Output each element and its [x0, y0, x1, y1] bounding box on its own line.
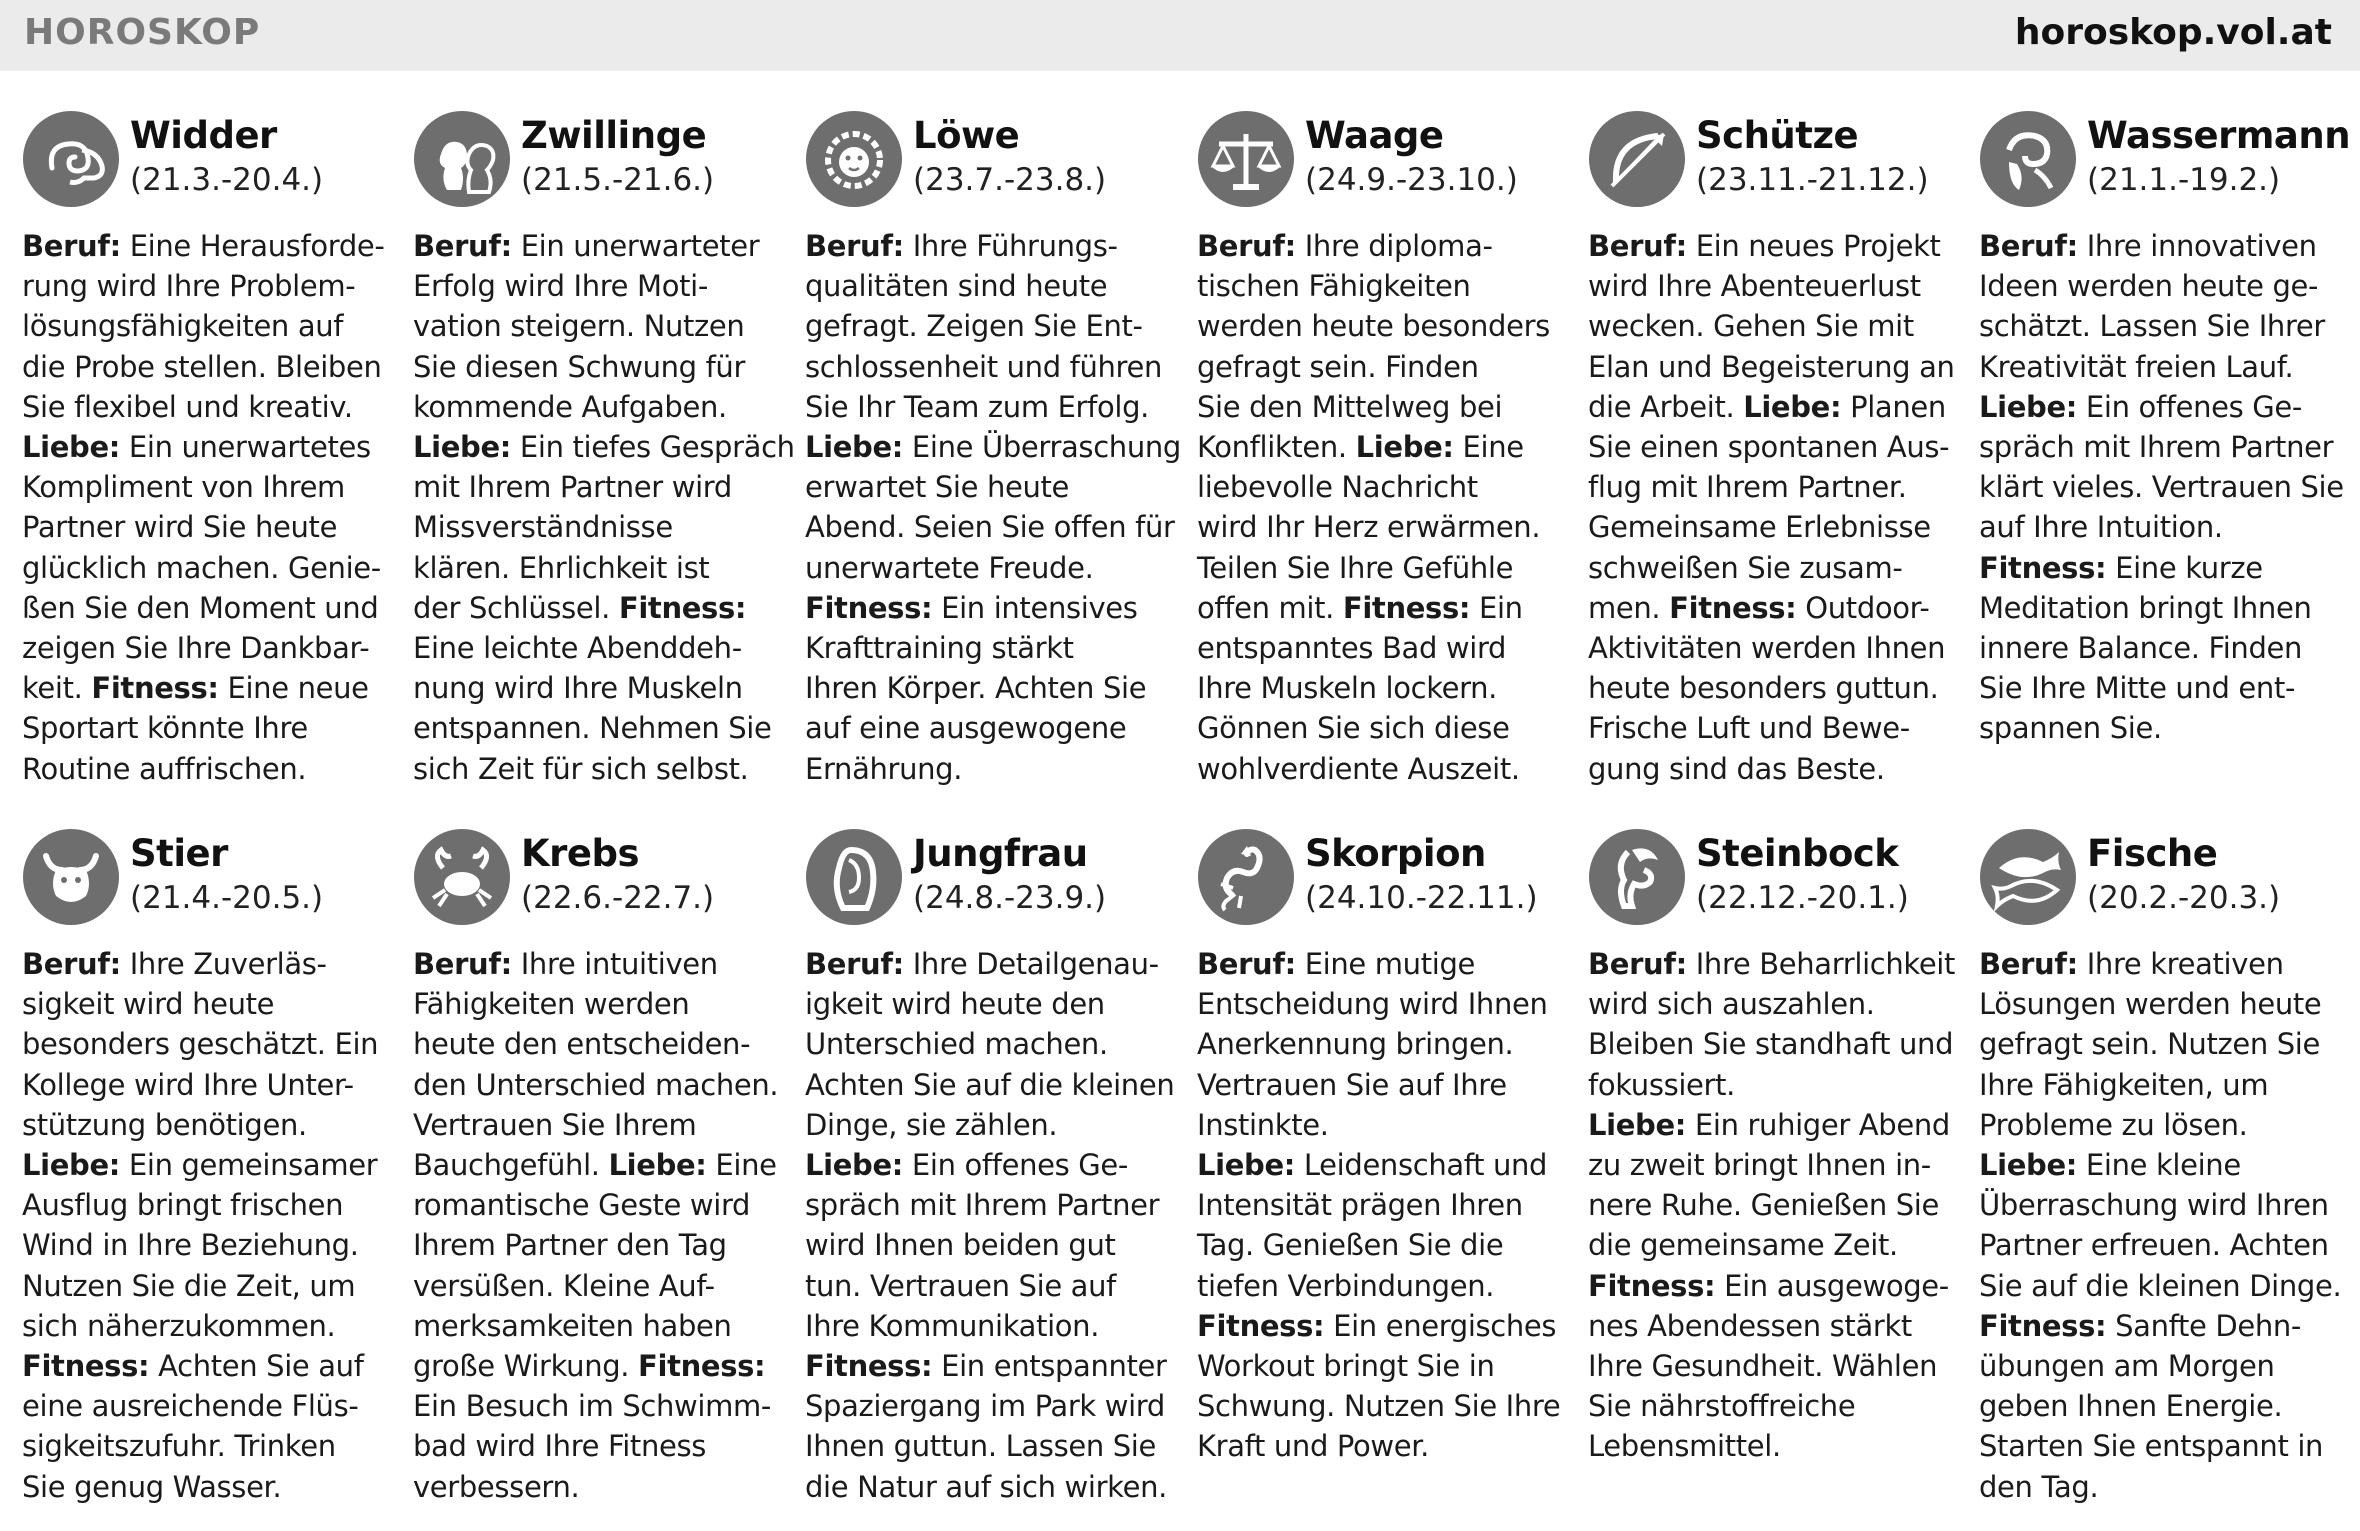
text-line: spräch mit Ihrem Partner	[805, 1188, 1160, 1223]
text-line: Eine leichte Abenddeh-	[413, 631, 742, 666]
text-line: Liebe: Eine Überraschung	[805, 430, 1181, 465]
category-label: Beruf:	[22, 229, 121, 263]
text-line: Partner wird Sie heute	[22, 510, 338, 545]
text-line: Dinge, sie zählen.	[805, 1107, 1058, 1142]
text-line: Nutzen Sie die Zeit, um	[22, 1268, 356, 1303]
text-line: Beruf: Ihre intuitiven	[413, 947, 718, 981]
text-line: nung wird Ihre Muskeln	[413, 671, 743, 706]
text-line: Bauchgefühl. Liebe: Eine	[413, 1148, 777, 1183]
sign-text	[22, 944, 392, 1507]
text-line: Teilen Sie Ihre Gefühle	[1197, 550, 1514, 585]
twins-icon	[413, 110, 511, 208]
text-line: tischen Fähigkeiten	[1197, 269, 1471, 304]
fish-icon	[1979, 828, 2077, 926]
text-line: wohlverdiente Auszeit.	[1197, 751, 1520, 786]
sign-dates: (21.3.-20.4.)	[130, 162, 324, 198]
text-line: Liebe: Leidenschaft und	[1197, 1148, 1548, 1183]
sign-dates: (22.6.-22.7.)	[521, 880, 715, 916]
text-line: Routine auffrischen.	[22, 751, 307, 786]
text-line: Elan und Begeisterung an	[1588, 349, 1955, 384]
text-line: Sie auf die kleinen Dinge.	[1979, 1268, 2342, 1303]
text-line: Sie Ihr Team zum Erfolg.	[805, 389, 1150, 424]
category-label: Fitness:	[618, 590, 747, 625]
capricorn-icon	[1588, 828, 1686, 926]
sign-dates: (21.1.-19.2.)	[2087, 162, 2281, 198]
text-line: Fitness: Ein ausgewoge-	[1588, 1268, 1949, 1303]
sign-dates: (23.7.-23.8.)	[913, 162, 1107, 198]
text-line: gefragt sein. Finden	[1197, 349, 1479, 384]
text-line: übungen am Morgen	[1979, 1349, 2275, 1384]
sign-dates: (22.12.-20.1.)	[1696, 880, 1909, 916]
text-line: Intensität prägen Ihren	[1197, 1188, 1523, 1223]
text-line: Überraschung wird Ihren	[1979, 1188, 2329, 1223]
ram-icon	[22, 110, 120, 208]
text-line: zeigen Sie Ihre Dankbar-	[22, 631, 370, 666]
text-line: zu zweit bringt Ihnen in-	[1588, 1148, 1931, 1183]
text-line: igkeit wird heute den	[805, 987, 1105, 1022]
text-line: unerwartete Freude.	[805, 550, 1094, 585]
bull-icon	[22, 828, 120, 926]
category-label: Liebe:	[1979, 389, 2078, 424]
text-line: eine ausreichende Flüs-	[22, 1389, 359, 1424]
category-label: Beruf:	[1979, 947, 2078, 981]
category-label: Fitness:	[1979, 550, 2107, 585]
sign-name: Waage	[1305, 114, 1444, 157]
text-line: ßen Sie den Moment und	[22, 590, 379, 625]
text-line: Abend. Seien Sie offen für	[805, 510, 1175, 545]
category-label: Beruf:	[805, 229, 904, 263]
text-line: Liebe: Ein tiefes Gespräch	[413, 430, 795, 465]
text-line: Fitness: Ein entspannter	[805, 1349, 1167, 1384]
text-line: Ideen werden heute ge-	[1979, 269, 2319, 304]
text-line: werden heute besonders	[1197, 309, 1550, 344]
sign-text	[1197, 944, 1567, 1467]
text-line: Ihre Fähigkeiten, um	[1979, 1067, 2269, 1102]
text-line: Starten Sie entspannt in	[1979, 1429, 2324, 1464]
header-bar	[0, 0, 2360, 71]
category-label: Liebe:	[1355, 430, 1454, 465]
category-label: Liebe:	[1743, 389, 1842, 424]
text-line: liebevolle Nachricht	[1197, 470, 1478, 505]
sign-name: Schütze	[1696, 114, 1859, 157]
category-label: Liebe:	[1197, 1148, 1296, 1183]
sign-loewe	[805, 110, 1181, 810]
text-line: Fähigkeiten werden	[413, 987, 690, 1022]
sign-text	[1979, 944, 2349, 1507]
text-line: merksamkeiten haben	[413, 1308, 732, 1343]
text-line: auf eine ausgewogene	[805, 711, 1127, 746]
category-label: Fitness:	[638, 1349, 766, 1384]
text-line: vation steigern. Nutzen	[413, 309, 745, 344]
lion-icon	[805, 110, 903, 208]
category-label: Liebe:	[22, 1148, 121, 1183]
text-line: verbessern.	[413, 1469, 580, 1504]
text-line: Achten Sie auf die kleinen	[805, 1067, 1175, 1102]
text-line: bad wird Ihre Fitness	[413, 1429, 706, 1464]
text-line: Sie diesen Schwung für	[413, 349, 746, 384]
text-line: Beruf: Ein neues Projekt	[1588, 229, 1941, 263]
category-label: Fitness:	[1669, 590, 1797, 625]
sign-name: Wassermann	[2087, 114, 2351, 157]
text-line: Ihre Gesundheit. Wählen	[1588, 1349, 1938, 1384]
sign-header	[805, 110, 1175, 222]
text-line: heute besonders guttun.	[1588, 671, 1939, 706]
text-line: mit Ihrem Partner wird	[413, 470, 732, 505]
text-line: schlossenheit und führen	[805, 349, 1163, 384]
text-line: flug mit Ihrem Partner.	[1588, 470, 1907, 505]
text-line: Bleiben Sie standhaft und	[1588, 1027, 1954, 1062]
text-line: sich näherzukommen.	[22, 1308, 336, 1343]
text-line: Liebe: Eine kleine	[1979, 1148, 2241, 1183]
sign-widder	[22, 110, 392, 810]
text-line: versüßen. Kleine Auf-	[413, 1268, 715, 1303]
sign-header	[1588, 110, 1958, 222]
text-line: Gemeinsame Erlebnisse	[1588, 510, 1931, 545]
text-line: Ausflug bringt frischen	[22, 1188, 344, 1223]
text-line: Liebe: Ein gemeinsamer	[22, 1148, 378, 1183]
sign-jungfrau	[805, 828, 1175, 1528]
sign-waage	[1197, 110, 1567, 810]
text-line: Kompliment von Ihrem	[22, 470, 345, 505]
text-line: Konflikten. Liebe: Eine	[1197, 430, 1524, 465]
sign-name: Löwe	[913, 114, 1020, 157]
text-line: Lösungen werden heute	[1979, 987, 2322, 1022]
category-label: Liebe:	[22, 430, 121, 465]
text-line: Erfolg wird Ihre Moti-	[413, 269, 708, 304]
virgin-icon	[805, 828, 903, 926]
sign-text	[413, 226, 795, 789]
text-line: der Schlüssel. Fitness:	[413, 590, 747, 625]
text-line: Fitness: Achten Sie auf	[22, 1349, 364, 1384]
category-label: Beruf:	[805, 947, 904, 981]
text-line: klären. Ehrlichkeit ist	[413, 550, 710, 585]
sign-dates: (23.11.-21.12.)	[1696, 162, 1929, 198]
text-line: Sie genug Wasser.	[22, 1469, 282, 1504]
category-label: Fitness:	[22, 1349, 150, 1384]
text-line: Ihnen guttun. Lassen Sie	[805, 1429, 1156, 1464]
category-label: Beruf:	[1979, 229, 2078, 263]
category-label: Beruf:	[1197, 947, 1296, 981]
sign-text	[22, 226, 392, 789]
sign-name: Zwillinge	[521, 114, 707, 157]
text-line: die Arbeit. Liebe: Planen	[1588, 389, 1946, 424]
text-line: Vertrauen Sie Ihrem	[413, 1107, 697, 1142]
text-line: Meditation bringt Ihnen	[1979, 590, 2312, 625]
text-line: spräch mit Ihrem Partner	[1979, 430, 2334, 465]
text-line: Beruf: Eine Herausforde-	[22, 229, 385, 263]
text-line: nere Ruhe. Genießen Sie	[1588, 1188, 1940, 1223]
text-line: sigkeit wird heute	[22, 987, 275, 1022]
text-line: heute den entscheiden-	[413, 1027, 751, 1062]
text-line: wird Ihr Herz erwärmen.	[1197, 510, 1541, 545]
text-line: Fitness: Eine kurze	[1979, 550, 2263, 585]
sign-fische	[1979, 828, 2349, 1528]
text-line: Liebe: Ein unerwartetes	[22, 430, 371, 465]
text-line: Liebe: Ein offenes Ge-	[1979, 389, 2302, 424]
text-line: Beruf: Ihre Beharrlichkeit	[1588, 947, 1956, 981]
text-line: tun. Vertrauen Sie auf	[805, 1268, 1116, 1303]
text-line: lösungsfähigkeiten auf	[22, 309, 344, 344]
text-line: wecken. Gehen Sie mit	[1588, 309, 1914, 344]
text-line: Beruf: Ihre diploma-	[1197, 229, 1493, 263]
sign-header	[1197, 828, 1567, 940]
text-line: offen mit. Fitness: Ein	[1197, 590, 1523, 625]
text-line: glücklich machen. Genie-	[22, 550, 381, 585]
crab-icon	[413, 828, 511, 926]
text-line: Beruf: Ihre Zuverläs-	[22, 947, 327, 981]
text-line: Sportart könnte Ihre	[22, 711, 308, 746]
text-line: kommende Aufgaben.	[413, 389, 727, 424]
sign-schuetze	[1588, 110, 1958, 810]
text-line: Beruf: Ihre Detailgenau-	[805, 947, 1159, 981]
category-label: Beruf:	[413, 229, 512, 263]
text-line: Fitness: Ein energisches	[1197, 1308, 1557, 1343]
text-line: die gemeinsame Zeit.	[1588, 1228, 1898, 1263]
scorpion-icon	[1197, 828, 1295, 926]
scales-icon	[1197, 110, 1295, 208]
text-line: wird Ihre Abenteuerlust	[1588, 269, 1921, 304]
category-label: Beruf:	[1588, 229, 1687, 263]
text-line: Missverständnisse	[413, 510, 673, 545]
text-line: schätzt. Lassen Sie Ihrer	[1979, 309, 2325, 344]
text-line: men. Fitness: Outdoor-	[1588, 590, 1930, 625]
sign-name: Jungfrau	[913, 832, 1088, 875]
sign-wassermann	[1979, 110, 2349, 810]
text-line: Partner erfreuen. Achten	[1979, 1228, 2329, 1263]
category-label: Beruf:	[413, 947, 512, 981]
text-line: qualitäten sind heute	[805, 269, 1108, 304]
text-line: klärt vieles. Vertrauen Sie	[1979, 470, 2344, 505]
text-line: erwartet Sie heute	[805, 470, 1070, 505]
text-line: Ihre Kommunikation.	[805, 1308, 1100, 1343]
sign-zwillinge	[413, 110, 795, 810]
text-line: Kraft und Power.	[1197, 1429, 1430, 1464]
archer-icon	[1588, 110, 1686, 208]
sign-header	[1979, 828, 2349, 940]
sign-header	[1979, 110, 2349, 222]
sign-text	[413, 944, 783, 1507]
text-line: Liebe: Ein offenes Ge-	[805, 1148, 1128, 1183]
text-line: Liebe: Ein ruhiger Abend	[1588, 1107, 1950, 1142]
sign-dates: (24.9.-23.10.)	[1305, 162, 1518, 198]
sign-name: Krebs	[521, 832, 640, 875]
text-line: Unterschied machen.	[805, 1027, 1108, 1062]
category-label: Beruf:	[1588, 947, 1687, 981]
text-line: spannen Sie.	[1979, 711, 2162, 746]
text-line: gefragt. Zeigen Sie Ent-	[805, 309, 1143, 344]
text-line: Anerkennung bringen.	[1197, 1027, 1514, 1062]
text-line: Tag. Genießen Sie die	[1197, 1228, 1504, 1263]
text-line: Ernährung.	[805, 751, 963, 786]
text-line: stützung benötigen.	[22, 1107, 307, 1142]
text-line: wird sich auszahlen.	[1588, 987, 1875, 1022]
sign-dates: (21.4.-20.5.)	[130, 880, 324, 916]
text-line: auf Ihre Intuition.	[1979, 510, 2223, 545]
sign-name: Skorpion	[1305, 832, 1486, 875]
text-line: Beruf: Ihre kreativen	[1979, 947, 2284, 981]
text-line: Kreativität freien Lauf.	[1979, 349, 2294, 384]
text-line: romantische Geste wird	[413, 1188, 751, 1223]
text-line: Workout bringt Sie in	[1197, 1349, 1495, 1384]
text-line: Fitness: Ein intensives	[805, 590, 1138, 625]
sign-text	[1588, 944, 1958, 1467]
text-line: die Natur auf sich wirken.	[805, 1469, 1167, 1504]
text-line: Wind in Ihre Beziehung.	[22, 1228, 359, 1263]
text-line: rung wird Ihre Problem-	[22, 269, 356, 304]
text-line: Sie flexibel und kreativ.	[22, 389, 353, 424]
text-line: wird Ihnen beiden gut	[805, 1228, 1116, 1263]
text-line: Ein Besuch im Schwimm-	[413, 1389, 772, 1424]
category-label: Fitness:	[1979, 1308, 2107, 1343]
category-label: Liebe:	[1588, 1107, 1687, 1142]
text-line: Instinkte.	[1197, 1107, 1329, 1142]
text-line: innere Balance. Finden	[1979, 631, 2303, 666]
text-line: tiefen Verbindungen.	[1197, 1268, 1495, 1303]
text-line: keit. Fitness: Eine neue	[22, 671, 369, 706]
sign-text	[1588, 226, 1958, 789]
text-line: Kollege wird Ihre Unter-	[22, 1067, 354, 1102]
text-line: Frische Luft und Bewe-	[1588, 711, 1910, 746]
sign-krebs	[413, 828, 783, 1528]
text-line: Beruf: Ihre Führungs-	[805, 229, 1118, 263]
sign-dates: (21.5.-21.6.)	[521, 162, 715, 198]
text-line: gung sind das Beste.	[1588, 751, 1885, 786]
sign-name: Stier	[130, 832, 228, 875]
sign-name: Steinbock	[1696, 832, 1899, 875]
text-line: Ihrem Partner den Tag	[413, 1228, 727, 1263]
text-line: entspanntes Bad wird	[1197, 631, 1507, 666]
text-line: Sie einen spontanen Aus-	[1588, 430, 1950, 465]
text-line: Beruf: Ihre innovativen	[1979, 229, 2317, 263]
water-bearer-icon	[1979, 110, 2077, 208]
text-line: sigkeitszufuhr. Trinken	[22, 1429, 336, 1464]
text-line: geben Ihnen Energie.	[1979, 1389, 2283, 1424]
text-line: Spaziergang im Park wird	[805, 1389, 1165, 1424]
category-label: Fitness:	[805, 1349, 933, 1384]
text-line: Beruf: Eine mutige	[1197, 947, 1475, 981]
text-line: fokussiert.	[1588, 1067, 1736, 1102]
text-line: Fitness: Sanfte Dehn-	[1979, 1308, 2302, 1343]
sign-header	[805, 828, 1175, 940]
text-line: Schwung. Nutzen Sie Ihre	[1197, 1389, 1561, 1424]
category-label: Liebe:	[413, 430, 512, 465]
category-label: Fitness:	[1342, 590, 1471, 625]
text-line: schweißen Sie zusam-	[1588, 550, 1903, 585]
text-line: die Probe stellen. Bleiben	[22, 349, 382, 384]
text-line: nes Abendessen stärkt	[1588, 1308, 1912, 1343]
text-line: entspannen. Nehmen Sie	[413, 711, 772, 746]
sign-header	[413, 828, 783, 940]
sign-text	[805, 226, 1181, 789]
text-line: Vertrauen Sie auf Ihre	[1197, 1067, 1507, 1102]
text-line: Ihren Körper. Achten Sie	[805, 671, 1147, 706]
category-label: Liebe:	[608, 1148, 707, 1183]
sign-steinbock	[1588, 828, 1958, 1528]
sign-name: Fische	[2087, 832, 2218, 875]
category-label: Fitness:	[1197, 1308, 1325, 1343]
text-line: Ihre Muskeln lockern.	[1197, 671, 1498, 706]
sign-text	[805, 944, 1175, 1507]
sign-header	[22, 828, 392, 940]
text-line: gefragt sein. Nutzen Sie	[1979, 1027, 2320, 1062]
sign-name: Widder	[130, 114, 277, 157]
category-label: Beruf:	[1197, 229, 1296, 263]
text-line: Beruf: Ein unerwarteter	[413, 229, 760, 263]
category-label: Beruf:	[22, 947, 121, 981]
sign-header	[22, 110, 392, 222]
text-line: den Tag.	[1979, 1469, 2099, 1504]
section-title: HOROSKOP	[24, 12, 261, 53]
text-line: Entscheidung wird Ihnen	[1197, 987, 1548, 1022]
sign-dates: (24.10.-22.11.)	[1305, 880, 1538, 916]
sign-text	[1197, 226, 1567, 789]
category-label: Liebe:	[1979, 1148, 2078, 1183]
text-line: Aktivitäten werden Ihnen	[1588, 631, 1946, 666]
sign-dates: (24.8.-23.9.)	[913, 880, 1107, 916]
text-line: den Unterschied machen.	[413, 1067, 779, 1102]
category-label: Fitness:	[805, 590, 933, 625]
sign-header	[1588, 828, 1958, 940]
category-label: Liebe:	[805, 1148, 904, 1183]
sign-skorpion	[1197, 828, 1567, 1528]
category-label: Fitness:	[91, 671, 219, 706]
sign-header	[413, 110, 783, 222]
text-line: Krafttraining stärkt	[805, 631, 1074, 666]
sign-stier	[22, 828, 392, 1528]
site-url[interactable]: horoskop.vol.at	[2014, 12, 2332, 53]
text-line: Gönnen Sie sich diese	[1197, 711, 1510, 746]
sign-text	[1979, 226, 2349, 749]
text-line: Sie nährstoffreiche	[1588, 1389, 1856, 1424]
text-line: Probleme zu lösen.	[1979, 1107, 2248, 1142]
category-label: Liebe:	[805, 430, 904, 465]
text-line: besonders geschätzt. Ein	[22, 1027, 379, 1062]
text-line: Lebensmittel.	[1588, 1429, 1781, 1464]
text-line: große Wirkung. Fitness:	[413, 1349, 766, 1384]
sign-header	[1197, 110, 1567, 222]
text-line: Sie Ihre Mitte und ent-	[1979, 671, 2296, 706]
sign-dates: (20.2.-20.3.)	[2087, 880, 2281, 916]
category-label: Fitness:	[1588, 1268, 1716, 1303]
text-line: sich Zeit für sich selbst.	[413, 751, 749, 786]
text-line: Sie den Mittelweg bei	[1197, 389, 1503, 424]
